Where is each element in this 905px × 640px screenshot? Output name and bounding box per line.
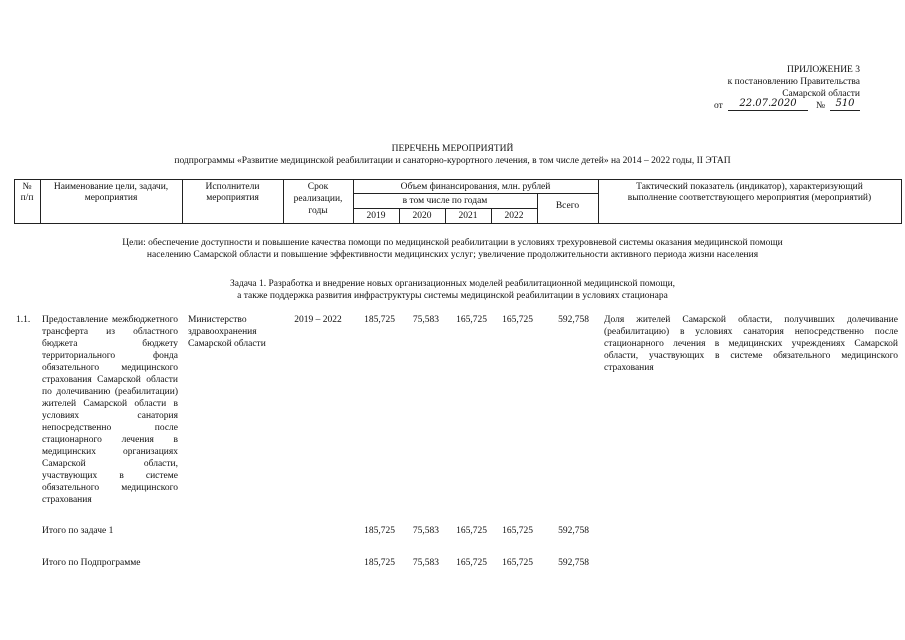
- row-name: Предоставление межбюджетного трансферта из областного бюджета бюджету территориального фонда обязательного медицинского страхования Самарской области по долечиванию (реабилитации) жителей Самарской области в условиях санатория непосредственно после стационарного лечения в медицинских организациях Самарской области, участвующих в системе обязательного медицинского страхования: [42, 315, 178, 505]
- goals-line-1: Цели: обеспечение доступности и повышение качества помощи по медицинской реабилитации в условиях трехуровневой системы оказания медицинской помощи: [122, 238, 783, 248]
- page-subtitle: подпрограммы «Развитие медицинской реабилитации и санаторно-курортного лечения, в том числе детей» на 2014 – 2022 годы, II ЭТАП: [174, 156, 731, 166]
- col-by-years-header: в том числе по годам: [402, 196, 488, 206]
- row-value-2020: 75,583: [412, 315, 439, 325]
- goals-line-2: населению Самарской области и повышение эффективности медицинских услуг; увеличение продолжительности активного периода жизни населения: [146, 250, 759, 260]
- total-task-2022: 165,725: [502, 526, 533, 536]
- total-subprogram-2022: 165,725: [502, 558, 533, 568]
- task-line-1: Задача 1. Разработка и внедрение новых организационных моделей реабилитационной медицинской помощи,: [229, 279, 676, 289]
- row-number: 1.1.: [16, 315, 31, 325]
- task-line-2: а также поддержка развития инфраструктуры системы медицинской реабилитации в условиях стационара: [237, 291, 668, 301]
- col-exec-header-1: Исполнители: [205, 182, 260, 192]
- col-name-header-2: мероприятия: [84, 193, 138, 203]
- total-task-label: Итого по задаче 1: [42, 526, 114, 536]
- row-executor-1: Министерство: [188, 315, 247, 325]
- total-subprogram-2019: 185,725: [364, 558, 395, 568]
- appendix-number: 510: [830, 98, 860, 111]
- col-name-header-1: Наименование цели, задачи,: [53, 182, 169, 192]
- row-executor-2: здравоохранения: [188, 327, 257, 337]
- total-task-2021: 165,725: [456, 526, 487, 536]
- row-indicator: Доля жителей Самарской области, получивших долечивание (реабилитацию) в условиях санатория непосредственно после стационарного лечения в медицинских учреждениях Самарской области, участвующих в системе обязательного медицинского страхования: [604, 315, 898, 373]
- row-value-2019: 185,725: [364, 315, 395, 325]
- year-2020-header: 2020: [412, 211, 432, 221]
- year-2022-header: 2022: [504, 211, 524, 221]
- appendix-line2: Самарской области: [782, 89, 860, 99]
- page-title: ПЕРЕЧЕНЬ МЕРОПРИЯТИЙ: [391, 144, 514, 154]
- col-num-header-2: п/п: [20, 193, 34, 203]
- total-subprogram-2021: 165,725: [456, 558, 487, 568]
- col-total-header: Всего: [555, 201, 580, 211]
- appendix-from-label: от: [714, 101, 723, 111]
- appendix-number-label: №: [816, 101, 826, 111]
- year-2021-header: 2021: [458, 211, 478, 221]
- col-indicator-header-2: выполнение соответствующего мероприятия (мероприятий): [627, 193, 872, 203]
- col-indicator-header-1: Тактический показатель (индикатор), характеризующий: [636, 182, 863, 192]
- year-2019-header: 2019: [366, 211, 386, 221]
- col-exec-header-2: мероприятия: [206, 193, 259, 203]
- row-value-2021: 165,725: [456, 315, 487, 325]
- total-subprogram-2020: 75,583: [412, 558, 439, 568]
- row-value-total: 592,758: [558, 315, 589, 325]
- appendix-date: 22.07.2020: [728, 98, 808, 111]
- row-executor-3: Самарской области: [188, 339, 266, 349]
- total-task-2020: 75,583: [412, 526, 439, 536]
- appendix-title: ПРИЛОЖЕНИЕ 3: [786, 65, 860, 75]
- col-term-header-1: Срок: [307, 182, 329, 192]
- total-task-2019: 185,725: [364, 526, 395, 536]
- total-subprogram-sum: 592,758: [558, 558, 589, 568]
- total-subprogram-label: Итого по Подпрограмме: [42, 558, 141, 568]
- row-term: 2019 – 2022: [294, 315, 342, 325]
- col-term-header-2: реализации,: [293, 194, 343, 204]
- col-term-header-3: годы: [308, 206, 328, 216]
- col-funding-header: Объем финансирования, млн. рублей: [400, 182, 551, 192]
- row-value-2022: 165,725: [502, 315, 533, 325]
- col-num-header-1: №: [22, 182, 32, 192]
- appendix-line1: к постановлению Правительства: [727, 77, 860, 87]
- total-task-sum: 592,758: [558, 526, 589, 536]
